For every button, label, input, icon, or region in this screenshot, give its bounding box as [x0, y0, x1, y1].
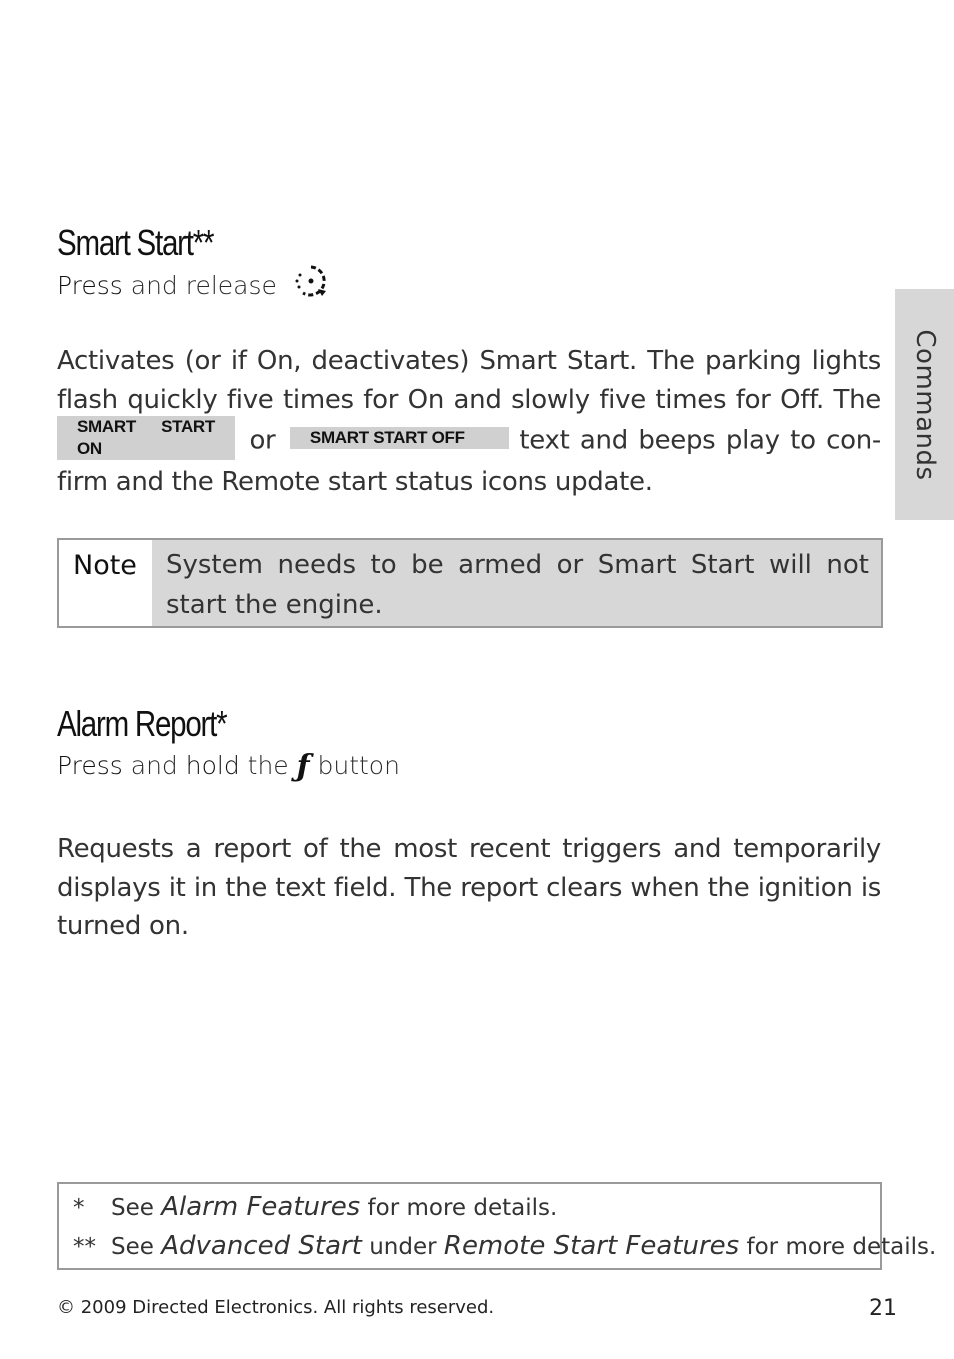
page-number: 21: [869, 1296, 897, 1321]
hold-word: hold: [185, 751, 240, 780]
release-text: and release: [122, 271, 277, 300]
smart-start-on-tag: SMART START ON: [57, 416, 235, 460]
note-label: Note: [59, 540, 152, 626]
alarm-report-instruction: [57, 747, 400, 782]
footnote-2: [73, 1231, 936, 1261]
smart-start-icon: [291, 263, 331, 305]
footnotes-box: [57, 1182, 937, 1270]
the-text: the: [239, 751, 297, 780]
and-text: and: [122, 751, 186, 780]
section-tab-label: Commands: [909, 328, 940, 481]
smart-start-description: [57, 342, 881, 502]
footnote-2-rest: for more details.: [739, 1234, 937, 1260]
or-text: or: [249, 425, 276, 456]
footnote-1-mark: *: [73, 1195, 85, 1221]
footnote-2-ref: Advanced Start: [161, 1231, 362, 1261]
footnote-2-mark: **: [73, 1234, 96, 1260]
smart-start-heading: Smart Start**: [57, 222, 214, 263]
footnote-1-ref: Alarm Features: [161, 1192, 361, 1222]
copyright: © 2009 Directed Electronics. All rights reserved.: [57, 1297, 495, 1318]
smart-start-off-tag: SMART START OFF: [290, 427, 509, 449]
alarm-report-description: Requests a report of the most recent triggers and temporarily displays it in the text field. The report clears when the ignition is turned on.: [57, 834, 881, 941]
section-tab: [895, 289, 954, 520]
footnote-1-see: See: [111, 1195, 162, 1221]
footnote-1-rest: for more details.: [360, 1195, 558, 1221]
footnote-2-under: under: [361, 1234, 444, 1260]
press-word: Press: [57, 271, 123, 300]
press-word: Press: [57, 751, 123, 780]
alarm-report-heading: Alarm Report*: [57, 703, 227, 744]
note-box: [57, 538, 883, 628]
smart-start-para-2: text and beeps play to con-firm and the Remote start status icons update.: [57, 425, 881, 497]
footnote-1: [73, 1192, 557, 1222]
function-button-icon: ƒ: [296, 749, 310, 784]
smart-start-para-1: Activates (or if On, deactivates) Smart Start. The parking lights flash quickly five times for On and slowly five times for Off. The: [57, 346, 881, 415]
button-text: button: [309, 751, 400, 780]
smart-start-instruction: [57, 266, 331, 308]
note-text: System needs to be armed or Smart Start will not start the engine.: [152, 540, 881, 626]
footnote-2-see: See: [111, 1234, 162, 1260]
footnote-2-ref2: Remote Start Features: [443, 1231, 740, 1261]
